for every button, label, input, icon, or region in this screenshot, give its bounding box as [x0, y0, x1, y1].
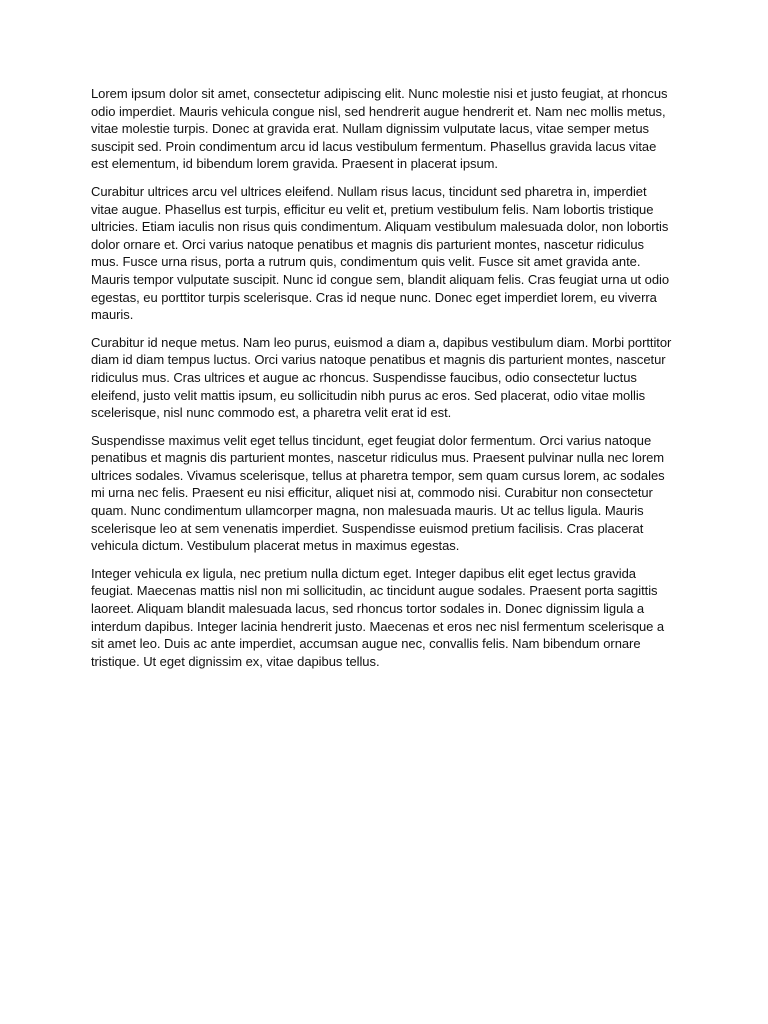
paragraph-2: Curabitur ultrices arcu vel ultrices eleifend. Nullam risus lacus, tincidunt sed pharetra in, imperdiet vitae augue. Phasellus est turpis, efficitur eu velit et, pretium vestibulum felis. Nam lobortis tristique ultricies. Etiam iaculis non risus quis condimentum. Aliquam vestibulum malesuada dolor, non lobortis dolor ornare et. Orci varius natoque penatibus et magnis dis parturient montes, nascetur ridiculus mus. Fusce urna risus, porta a rutrum quis, condimentum quis velit. Fusce sit amet gravida ante. Mauris tempor vulputate suscipit. Nunc id congue sem, blandit aliquam felis. Cras feugiat urna ut odio egestas, eu porttitor turpis scelerisque. Cras id neque nunc. Donec eget imperdiet lorem, eu viverra mauris. — [91, 183, 670, 323]
paragraph-4: Suspendisse maximus velit eget tellus tincidunt, eget feugiat dolor fermentum. Orci varius natoque penatibus et magnis dis parturient montes, nascetur ridiculus mus. Praesent pulvinar nulla nec lorem ultrices sodales. Vivamus scelerisque, tellus at pharetra tempor, sem quam cursus lorem, ac sodales mi urna nec felis. Praesent eu nisi efficitur, aliquet nisi at, commodo nisi. Curabitur non consectetur quam. Nunc condimentum ullamcorper magna, non malesuada mauris. Ut ac tellus ligula. Mauris scelerisque leo at sem venenatis imperdiet. Suspendisse euismod pretium facilisis. Cras placerat vehicula dictum. Vestibulum placerat metus in maximus egestas. — [91, 432, 665, 554]
document-body — [91, 85, 675, 680]
paragraph-1: Lorem ipsum dolor sit amet, consectetur adipiscing elit. Nunc molestie nisi et justo feugiat, at rhoncus odio imperdiet. Mauris vehicula congue nisl, sed hendrerit augue hendrerit et. Nam nec mollis metus, vitae molestie turpis. Donec at gravida erat. Nullam dignissim vulputate lacus, vitae semper metus suscipit sed. Proin condimentum arcu id lacus vestibulum fermentum. Phasellus gravida lacus vitae est elementum, id bibendum lorem gravida. Praesent in placerat ipsum. — [91, 86, 668, 172]
paragraph-3: Curabitur id neque metus. Nam leo purus, euismod a diam a, dapibus vestibulum diam. Morbi porttitor diam id diam tempus luctus. Orci varius natoque penatibus et magnis dis parturient montes, nascetur ridiculus mus. Cras ultrices et augue ac rhoncus. Suspendisse faucibus, odio consectetur luctus eleifend, justo velit mattis ipsum, eu sollicitudin nibh purus ac eros. Sed placerat, odio vitae mollis scelerisque, nisl nunc commodo est, a pharetra velit erat id est. — [91, 334, 672, 421]
paragraph-5: Integer vehicula ex ligula, nec pretium nulla dictum eget. Integer dapibus elit eget lectus gravida feugiat. Maecenas mattis nisl non mi sollicitudin, ac tincidunt augue sodales. Praesent porta sagittis laoreet. Aliquam blandit malesuada lacus, sed rhoncus tortor sodales in. Donec dignissim ligula a interdum dapibus. Integer lacinia hendrerit justo. Maecenas et eros nec nisl fermentum scelerisque a sit amet leo. Duis ac ante imperdiet, accumsan augue nec, convallis felis. Nam bibendum ornare tristique. Ut eget dignissim ex, vitae dapibus tellus. — [91, 565, 665, 669]
